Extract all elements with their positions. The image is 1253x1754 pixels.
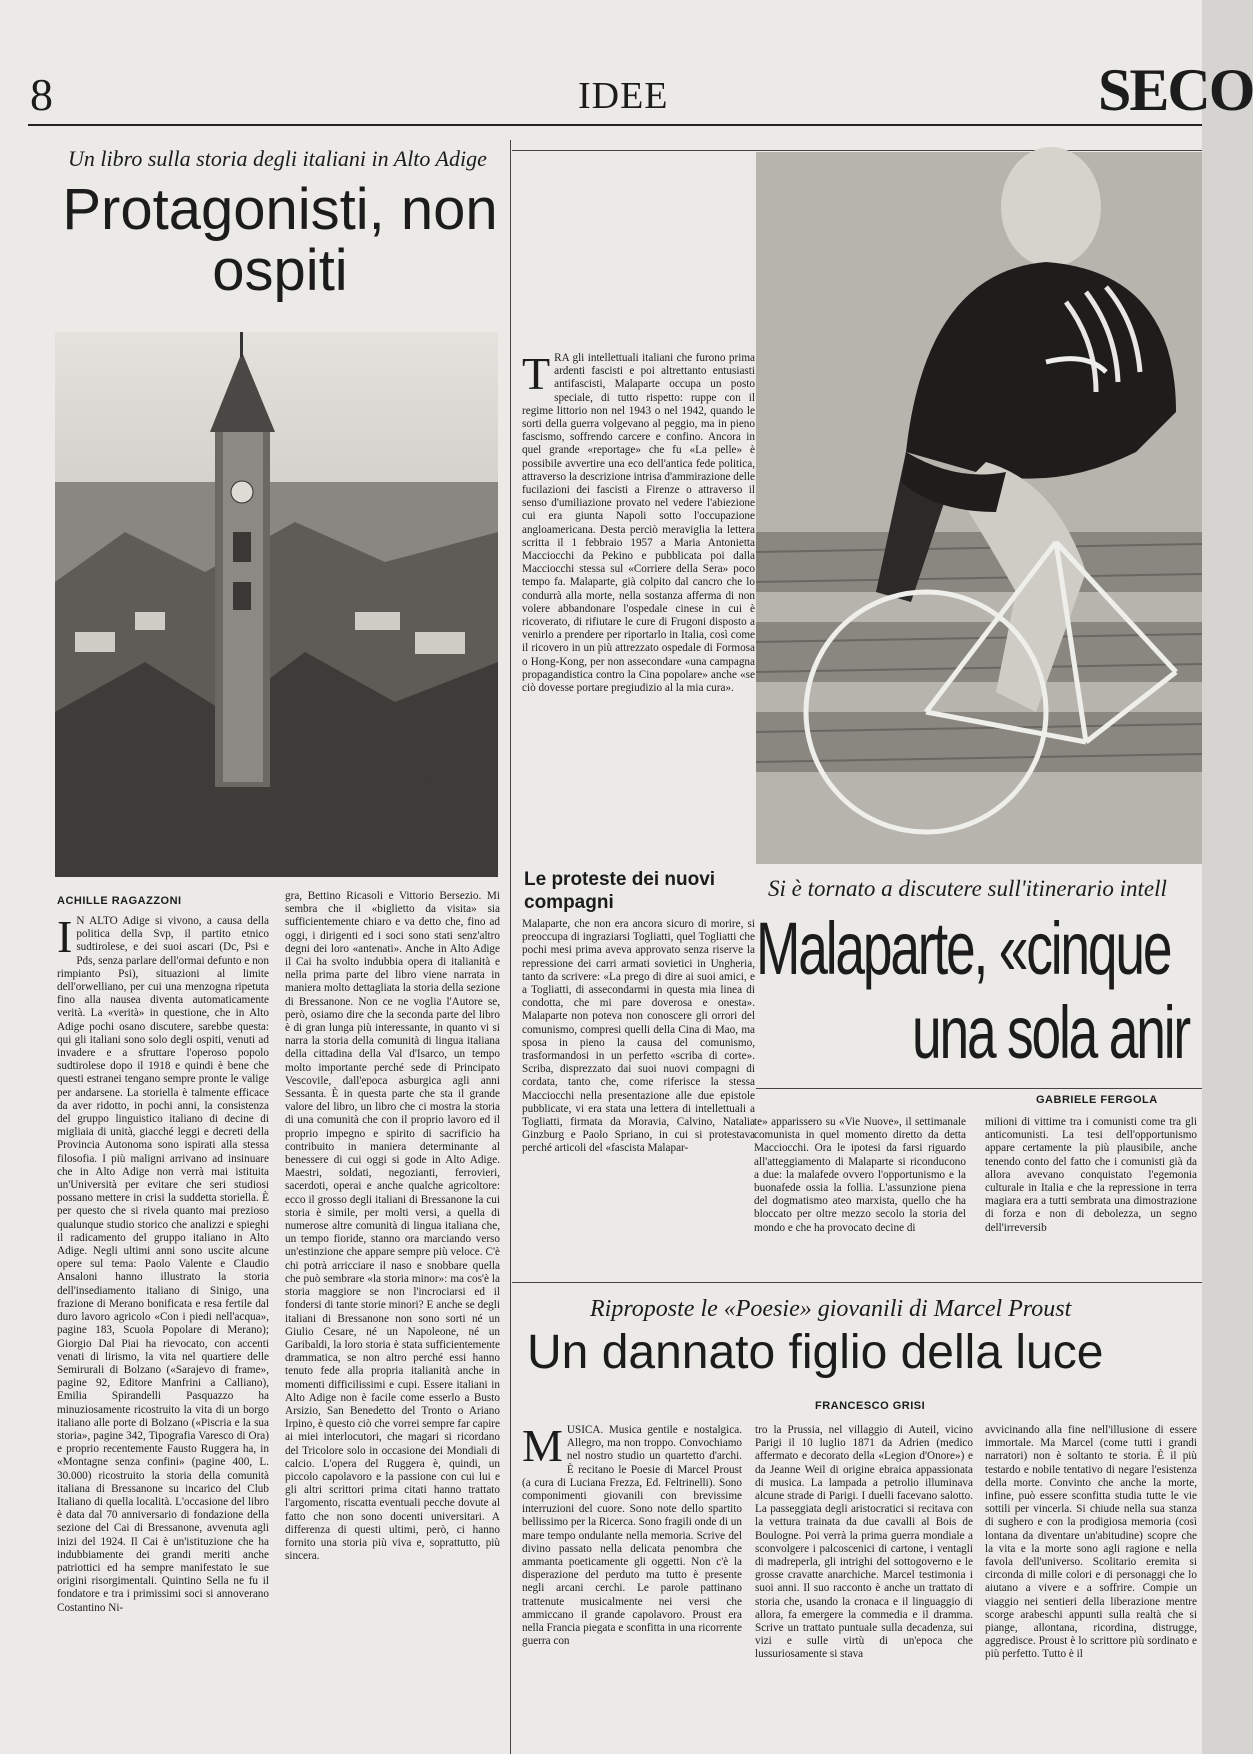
article1-kicker: Un libro sulla storia degli italiani in Alto Adige (68, 146, 487, 171)
article2-subhead: Le proteste dei nuovi compagni (524, 869, 716, 913)
article3-kicker: Riproposte le «Poesie» giovanili di Marcel Proust (590, 1296, 1072, 1322)
article2-byline: GABRIELE FERGOLA (1036, 1094, 1158, 1106)
article2-column-1 (522, 348, 755, 837)
bell-tower-photo (55, 332, 498, 877)
article3-column-3 (985, 1424, 1197, 1750)
article2-kicker: Si è tornato a discutere sull'itinerario intell (768, 876, 1167, 901)
bell-tower-image (55, 332, 498, 877)
article3-column-2 (755, 1424, 973, 1750)
article3-col3-text: avvicinando alla fine nell'illusione di essere immortale. Ma Marcel (come tutti i grandi narratori) non è soltanto te storia. È il più testardo e nobile tentativo di negare l'esistenza della morte. Convinto che anche la morte, infine, può essere sconfitta studia tutte le vie sottili per vincerla. Si chiude nella sua stanza di sughero e con la prodigiosa memoria (così lontana da diventare un'abitudine) scopre che la vita e la morte sono agli ragione e nella favola dell'universo. Scolitario eremita si circonda di mille colori e di personaggi che lo aiutano a vivere e a soffrire. Compie un viaggio nei sentieri della liberazione mentre scorge arabeschi appunti sulla realtà che si piange, allontana, ricordina, distrugge, aggredisce. Proust è lo scrittore più sordinato e più perfetto. Tutto è il (985, 1424, 1197, 1661)
article2-col1b-text: Malaparte, che non era ancora sicuro di morire, si preoccupa di ingraziarsi Togliatti, quel Togliatti che pochi mesi prima aveva approvato senza riserve la repressione dei carri armati sovietici in Ungheria, tanto da scrivere: «La prego di dire ai suoi amici, e a Togliatti, di assecondarmi in questa mia linea di condotta, che mi pare doverosa e onesta». Malaparte non poteva non conoscere gli orrori del comunismo, compresi quelli della Cina di Mao, ma sposa in pieno la causa del comunismo, trasformandosi in un perfetto «scriba di corte». Scriba, disprezzato dai suoi nuovi compagni di cordata, tanto che, come riferisce la stessa Macciocchi nella presentazione alle due epistole pubblicate, vi era stata una lettera di intellettuali a Togliatti, firmata da Moravia, Calvino, Natalia Ginzburg e Paolo Spriano, in cui si protestava perché articoli del «fascista Malapar- (522, 918, 755, 1155)
article2-byline-rule (756, 1088, 1202, 1089)
article1-dropcap: I (57, 911, 73, 962)
section-title: IDEE (578, 75, 669, 117)
article3-headline: Un dannato figlio della luce (527, 1326, 1104, 1379)
page-number: 8 (30, 69, 53, 120)
article2-column-3 (985, 1116, 1197, 1270)
article3-dropcap: M (522, 1420, 563, 1471)
article2-column-1b (522, 918, 755, 1270)
article1-col1-text: N ALTO Adige si vivono, a causa della politica della Svp, il partito etnico sudtirolese, e dei suoi ascari (Dc, Psi e Pds, senza parlare dell'ormai defunto e non rimpianto Psi), situazioni al limite dell'orwelliano, per cui una menzogna ripetuta fino alla nausea diventa automaticamente verità. La «verità» in questione, che in Alto Adige pochi osano discutere, sarebbe questa: qui gli italiani sono solo degli ospiti, venuti ad invadere e a sfruttare l'operoso popolo sudtirolese dopo il 1918 e quindi è bene che questi estranei tengano sempre pronte le valige per andarsene. La storiella è talmente efficace da aver ridotto, in pochi anni, la consistenza del gruppo linguistico italiano di decine di migliaia di unità, giacché leggi e decreti della Provincia Autonoma sono ispirati alla stessa filosofia. I più maligni arrivano ad insinuare che in Alto Adige non verrà mai istituita un'Università per evitare che seri studiosi possano mettere in crisi la suddetta storiella. È per questo che si rivela quanto mai prezioso qualunque studio storico che analizzi e spieghi il radicamento del gruppo italiano in Alto Adige. Negli ultimi anni sono uscite alcune opere sul tema: Paolo Valente e Claudio Ansaloni hanno illustrato la storia dell'insediamento italiano di Sinigo, una frazione di Merano bonificata e resa fertile dal duro lavoro agricolo «Con i piedi nell'acqua», pagine 183, Scuola Popolare di Merano); Giorgio Dal Piai ha rievocato, con accenti venati di lirismo, la vita nel quartiere delle Semirurali di Bolzano («Sarajevo di frame», pagine 92, Editore Manfrini a Calliano), Emilia Spirandelli Pasquazzo ha minuziosamente ricostruito la vita di un borgo italiano alle porte di Bolzano («Piscria e la sua storia», pagine 342, Tipografia Varesco di Ora) e proprio recentemente Fausto Ruggera ha, in «Montagne senza confini» (pagine 400, L. 30.000) ricostruito la storia della comunità italiana di Bressanone su incarico del Club Italiano di quella località. L'occasione del libro è data dal 70 anniversario di fondazione della sezione del Cai di Bressanone, avvenuta agli inizi del 1924. Il Cai è un'istituzione che ha indubbiamente dei grandi meriti anche patriottici ed ha sempre manifestato le sue origini risorgimentali. Quintino Sella ne fu il fondatore e tra i primissimi soci si annoverano Costantino Ni- (57, 915, 269, 1614)
article2-col1-text: RA gli intellettuali italiani che furono prima ardenti fascisti e poi altrettanto entusiasti antifascisti, Malaparte occupa un posto speciale, di tutto rispetto: ruppe con il regime littorio non nel 1943 o nel 1942, quando le sorti della guerra volgevano al peggio, ma in pieno fascismo, soffrendo carcere e confino. Ancora in quel grande «reportage» che fu «La pelle» è possibile avvertire una eco dell'antica fede politica, attraverso la descrizione intrisa d'ammirazione delle fucilazioni dei fascisti a Firenze o attraverso il senso d'umiliazione provato nel vedere l'abiezione cui era giunta Napoli sotto l'occupazione angloamericana. Desta perciò meraviglia la lettera scritta il 1 febbraio 1957 a Maria Antonietta Macciocchi da Pekino e pubblicata poi dalla Macciocchi stessa sul «Corriere della Sera» poco tempo fa. Malaparte, già colpito dal cancro che lo condurrà alla morte, nella sostanza afferma di non volere abbandonare l'ospedale cinese in cui è ricoverato, di rifiutare le cure di Frugoni disposto a venirlo a prendere per riportarlo in Italia, così come il ricovero in un più attrezzato ospedale di Formosa o Hong-Kong, per non assecondare «una campagna propagandistica contro la Cina popolare» anche «se ciò dovesse portare pregiudizio al la mia cura». (522, 352, 755, 695)
article2-column-2 (754, 1116, 966, 1270)
article2-headline-line2: una sola anir (912, 991, 1190, 1074)
article2-dropcap: T (522, 348, 551, 399)
cyclist-image (756, 152, 1202, 864)
cyclist-photo (756, 152, 1202, 864)
article1-column-2 (285, 890, 500, 1750)
article3-column-1 (522, 1420, 742, 1750)
column-divider (510, 140, 511, 1754)
article2-top-rule (512, 150, 1202, 151)
article3-byline: FRANCESCO GRISI (815, 1400, 926, 1412)
article3-col1-text: USICA. Musica gentile e nostalgica. Allegro, ma non troppo. Convochiamo nel nostro studio un quartetto d'archi. È recitano le Poesie di Marcel Proust (a cura di Luciana Frezza, Ed. Feltrinelli). Sono componimenti giovanili con brevissime interruzioni del cuore. Sono note dello spartito bellissimo per la Ricerca. Sono fragili onde di un mare tempo ondulante nella memoria. Scrive del divino passato nella delicata penombra che ammanta poeticamente gli oggetti. Non c'è la disperazione del perduto ma tutto è presente negli arcani cerchi. Le parole pattinano trattenute musicalmente nei versi che ammiccano il grande capolavoro. Proust era nella Francia piegata e sconfitta in una ricorrente guerra con (522, 1424, 742, 1648)
article2-col3-text: milioni di vittime tra i comunisti come tra gli anticomunisti. La tesi dell'opportunismo appare certamente la più plausibile, anche tenendo conto del fatto che i comunisti già da allora avevano conquistato l'egemonia culturale in Italia e che la repressione in terra magiara era a tutti sembrata una dimostrazione di forza e non di debolezza, un segno dell'irreversib (985, 1116, 1197, 1234)
article2-col2-text: te» apparissero su «Vie Nuove», il settimanale comunista in quel momento diretto da detta Macciocchi. Ora le ipotesi da farsi riguardo all'atteggiamento di Malaparte si riconducono a due: la malafede ovvero l'opportunismo e la buonafede ossia la follia. L'assunzione piena del dogmatismo ateo marxista, quello che ha bloccato per oltre mezzo secolo la storia del mondo e che ha provocato decine di (754, 1116, 966, 1234)
article1-column-1 (57, 911, 269, 1750)
article1-byline: ACHILLE RAGAZZONI (57, 895, 182, 907)
article1-col2-text: gra, Bettino Ricasoli e Vittorio Bersezio. Mi sembra che il «biglietto da visita» sia sufficientemente chiaro e va detto che, fino ad oggi, i dirigenti ed i soci sono stati senz'altro degni dei loro «antenati». Anche in Alto Adige il Cai ha svolto indubbia opera di italianità e nella prima parte del libro viene narrata in maniera molto dettagliata la storia della sezione di Bressanone. Non ce ne voglia l'Autore se, però, osiamo dire che la seconda parte del libro è di gran lunga più interessante, in quanto vi si narra la storia della comunità di lingua italiana della cittadina della Val d'Isarco, un tempo molto importante perché sede di Principato Vescovile, dall'epoca asburgica agli anni Sessanta. È in questa parte che sta il grande valore del libro, un libro che ci mostra la storia di una comunità che con il proprio lavoro ed il proprio impegno e spirito di sacrificio ha contribuito in maniera determinante al benessere di cui oggi si gode in Alto Adige. Maestri, soldati, negozianti, ferrovieri, sacerdoti, operai e anche qualche agricoltore: ecco il grosso degli italiani di Bressanone la cui storia è simile, per molti versi, a quella di numerose altre comunità di lingua italiana che, un tempo fioride, stanno ora marciando verso un'estinzione che appare sempre più veloce. C'è chi potrà arricciare il naso e snobbare quella che può sembrare «la storia minor»: ma cos'è la storia maggiore se non l'incrociarsi ed il fondersi di tante storie minori? E anche se degli italiani di Bressanone non sono sorti né un Giulio Cesare, né un Napoleone, né un Garibaldi, la loro storia è stata sufficientemente drammatica, se non altro perché essi hanno tenuto fede alla propria italianità anche in momenti difficilissimi e cupi. Essere italiani in Alto Adige non è facile come esserlo a Busto Arsizio, San Benedetto del Tronto o Ariano Irpino, è questo ciò che vorrei sempre far capire ai miei interlocutori, che magari si ricordano del Tricolore solo in occasione dei Mondiali di calcio. L'opera del Ruggera è, quindi, un piccolo capolavoro e la passione con cui lui e gli altri scrittori prima citati hanno trattato l'argomento, riscatta eventuali pecche dovute al fatto che non sono docenti universitari. A differenza di questi ultimi, però, ci hanno fornito una storia più viva e, soprattutto, più sincera. (285, 890, 500, 1563)
article3-col2-text: tro la Prussia, nel villaggio di Auteil, vicino Parigi il 10 luglio 1871 da Adrien (medico affermato e decorato della «Legion d'Onore») e da Jeanne Weil di origine ebraica appassionata di musica. La lampada a petrolio illuminava alcune strade di Parigi. I duelli facevano salotto. La passeggiata degli aristocratici si recitava con la vettura trainata da due cavalli al Bois de Boulogne. Poi verrà la prima guerra mondiale a sconvolgere i palcoscenici di cartone, i ventagli di madreperla, gli intrighi del sottogoverno e le grosse cravatte anarchiche. Marcel testimonia i suoi anni. Il suo racconto è anche un trattato di storia che, usando la cronaca e il linguaggio di allora, fa emergere la commedia e il dramma. Scrive un trattato puntuale sulla decadenza, sui vizi e sulle virtù di un'epoca che lussuriosamente si stava (755, 1424, 973, 1661)
paper-name: SECO (1098, 57, 1253, 123)
article3-top-rule (512, 1282, 1202, 1283)
article2-headline-line1: Malaparte, «cinque (756, 907, 1171, 990)
article1-headline: Protagonisti, non ospiti (62, 177, 498, 303)
